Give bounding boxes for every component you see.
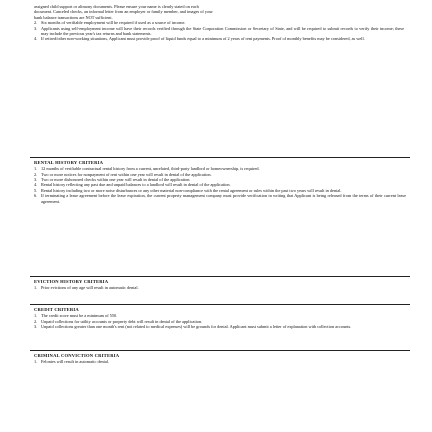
credit-item	[34, 324, 406, 329]
section-divider	[30, 157, 410, 158]
item-text: Unpaid collections for utility accounts or property debt will result in denial of the application.	[41, 318, 203, 324]
item-text: If retired/other non-working situations, Applicant must provide proof of liquid funds equal to a minimum of 2 years of rent payments. Proof of monthly benefits may be considered, as well.	[41, 36, 365, 42]
item-text: If terminating a lease agreement before the lease expiration, the current property management company must provide verification in writing that Applicant is being released from the terms of their current lease agreement.	[41, 193, 406, 204]
item-number: 4.	[34, 36, 38, 42]
intro-line-1: assigned child support or alimony documents. Please ensure your name is clearly stated on each	[34, 4, 199, 9]
item-number: 3.	[34, 176, 38, 182]
item-text: Rental history including two or more noise disturbances or any other material non-compliance with the rental agreement or rules within the past two years will result in denial.	[41, 187, 342, 193]
item-number: 5.	[34, 187, 38, 193]
income-item	[34, 36, 404, 41]
section-heading: RENTAL HISTORY CRITERIA	[34, 160, 104, 165]
item-number: 2.	[34, 318, 38, 324]
item-number: 2.	[34, 20, 38, 26]
item-number: 4.	[34, 182, 38, 188]
item-text: Felonies will result in automatic denial.	[41, 359, 110, 365]
income-item	[34, 26, 404, 37]
item-text: Rental history reflecting any past due and unpaid balances to a landlord will result in denial of the application.	[41, 182, 231, 188]
item-number: 3.	[34, 25, 38, 31]
item-text: Two or more notices for nonpayment of rent within one year will result in denial of the application.	[41, 171, 212, 177]
income-continuation	[34, 4, 404, 42]
section-divider	[30, 276, 410, 277]
item-number: 6.	[34, 193, 38, 199]
section-divider	[30, 350, 410, 351]
item-number: 2.	[34, 171, 38, 177]
section-heading: EVICTION HISTORY CRITERIA	[34, 279, 109, 284]
item-text: Unpaid collections greater than one month's rent (not related to medical expenses) will be grounds for denial. Applicant must submit a letter of explanation with collection accounts.	[41, 323, 352, 329]
item-number: 1.	[34, 285, 38, 291]
eviction-item	[34, 285, 406, 290]
item-text: The credit score must be a minimum of 550.	[41, 313, 118, 319]
item-number: 1.	[34, 359, 38, 365]
item-number: 1.	[34, 313, 38, 319]
rental-history-section	[30, 157, 410, 204]
intro-line-2: document. Canceled checks, an informal letter from an employer or family member, and images of your	[34, 9, 213, 15]
item-text: 12 months of verifiable contractual rental history from a current, unrelated, third-party landlord or homeownership, is required.	[41, 166, 260, 172]
criminal-conviction-section	[30, 350, 410, 365]
item-text: Six months of verifiable employment will be required if used as a source of income.	[41, 20, 186, 26]
credit-section	[30, 304, 410, 329]
eviction-history-section	[30, 276, 410, 291]
criminal-item	[34, 359, 406, 364]
item-text: Two or more dishonored checks within one year will result in denial of the application.	[41, 176, 191, 182]
rental-item	[34, 193, 406, 204]
section-heading: CREDIT CRITERIA	[34, 307, 79, 312]
section-divider	[30, 304, 410, 305]
item-number: 1.	[34, 166, 38, 172]
section-heading: CRIMINAL CONVICTION CRITERIA	[34, 353, 120, 358]
item-number: 3.	[34, 323, 38, 329]
item-text: Prior evictions of any age will result in automatic denial.	[41, 285, 139, 291]
intro-line-3: bank balance transactions are NOT sufficient.	[34, 14, 113, 20]
item-text: Applicants using self-employment income will have their records verified through the State Corporation Commission or Secretary of State, and will be required to submit records to verify their income; these may include the previous year's tax returns and bank statements.	[41, 25, 404, 37]
